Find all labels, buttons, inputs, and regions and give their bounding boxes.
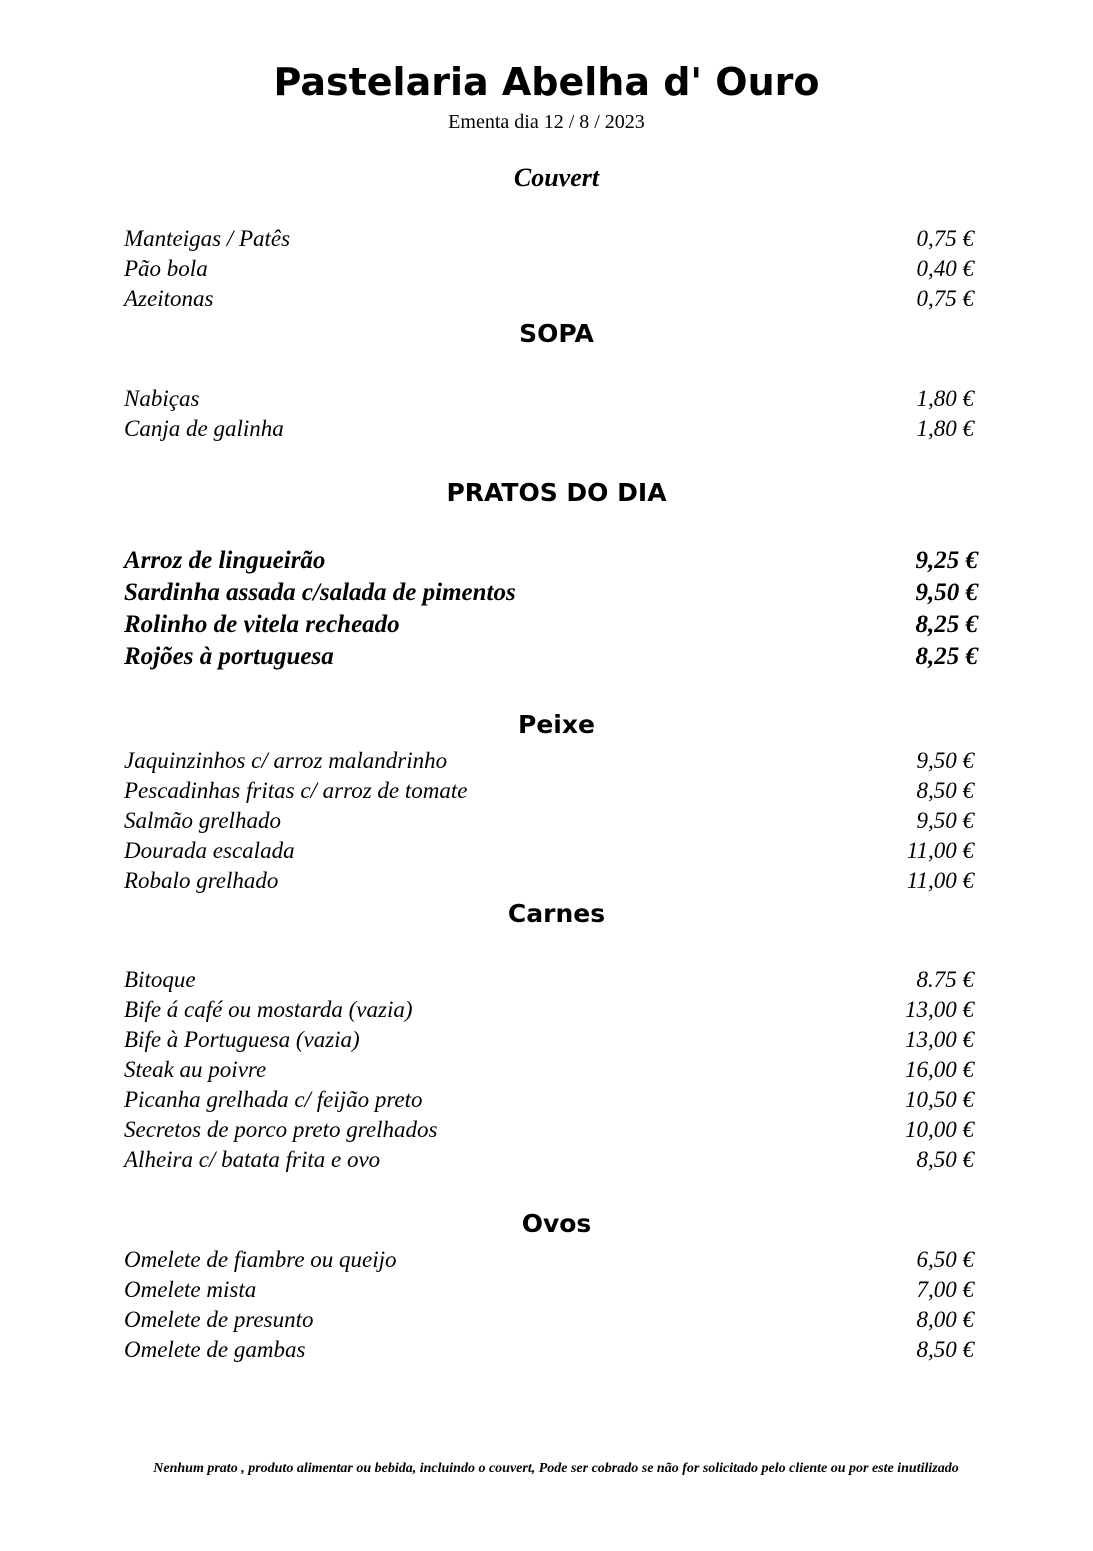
couvert-list	[124, 224, 974, 314]
item-price: 0,40 €	[916, 256, 974, 281]
item-price: 9,25 €	[915, 547, 978, 574]
item-price: 8,50 €	[916, 1337, 974, 1362]
pratos-do-dia-list	[124, 545, 978, 673]
item-price: 8.75 €	[916, 967, 974, 992]
item-name: Sardinha assada c/salada de pimentos	[124, 579, 516, 606]
menu-item	[124, 1055, 974, 1085]
item-name: Bife á café ou mostarda (vazia)	[124, 997, 413, 1022]
menu-item	[124, 836, 974, 866]
item-price: 13,00 €	[905, 997, 974, 1022]
item-price: 11,00 €	[906, 838, 974, 863]
item-price: 1,80 €	[916, 386, 974, 411]
section-heading-sopa: SOPA	[519, 319, 594, 348]
section-heading-ovos: Ovos	[521, 1209, 592, 1238]
menu-item	[124, 1115, 974, 1145]
item-name: Azeitonas	[124, 286, 214, 311]
item-name: Rolinho de vitela recheado	[124, 611, 400, 638]
menu-item	[124, 641, 978, 673]
item-price: 8,50 €	[916, 778, 974, 803]
menu-item	[124, 1245, 974, 1275]
menu-item	[124, 806, 974, 836]
item-name: Alheira c/ batata frita e ovo	[124, 1147, 381, 1172]
page-title: Pastelaria Abelha d' Ouro	[273, 60, 820, 104]
item-price: 0,75 €	[916, 226, 974, 251]
item-price: 10,00 €	[905, 1117, 974, 1142]
footer-note: Nenhum prato , produto alimentar ou bebida, incluindo o couvert, Pode ser cobrado se não for solicitado pelo cliente ou por este inutilizado	[153, 1461, 959, 1476]
item-name: Secretos de porco preto grelhados	[124, 1117, 438, 1142]
item-name: Arroz de lingueirão	[124, 547, 326, 574]
item-price: 8,25 €	[915, 643, 978, 670]
carnes-list	[124, 965, 974, 1175]
peixe-list	[124, 746, 974, 896]
item-price: 0,75 €	[916, 286, 974, 311]
menu-item	[124, 414, 974, 444]
section-heading-pratos-do-dia: PRATOS DO DIA	[446, 478, 667, 507]
menu-item	[124, 1085, 974, 1115]
item-name: Steak au poivre	[124, 1057, 267, 1082]
item-price: 9,50 €	[916, 808, 974, 833]
menu-item	[124, 866, 974, 896]
sopa-list	[124, 384, 974, 444]
item-name: Dourada escalada	[124, 838, 295, 863]
item-price: 11,00 €	[906, 868, 974, 893]
item-price: 9,50 €	[916, 748, 974, 773]
item-name: Picanha grelhada c/ feijão preto	[124, 1087, 423, 1112]
menu-item	[124, 545, 978, 577]
section-heading-couvert: Couvert	[513, 163, 600, 192]
menu-item	[124, 776, 974, 806]
item-price: 8,25 €	[915, 611, 978, 638]
item-name: Canja de galinha	[124, 416, 284, 441]
item-name: Salmão grelhado	[124, 808, 281, 833]
menu-item	[124, 284, 974, 314]
menu-item	[124, 1275, 974, 1305]
menu-item	[124, 224, 974, 254]
item-name: Omelete de fiambre ou queijo	[124, 1247, 397, 1272]
item-price: 8,50 €	[916, 1147, 974, 1172]
item-price: 1,80 €	[916, 416, 974, 441]
ovos-list	[124, 1245, 974, 1365]
item-name: Robalo grelhado	[124, 868, 279, 893]
section-heading-carnes: Carnes	[507, 899, 606, 928]
menu-item	[124, 1025, 974, 1055]
item-name: Jaquinzinhos c/ arroz malandrinho	[124, 748, 448, 773]
item-name: Pão bola	[124, 256, 208, 281]
menu-date: Ementa dia 12 / 8 / 2023	[448, 111, 645, 133]
item-price: 8,00 €	[916, 1307, 974, 1332]
menu-item	[124, 384, 974, 414]
item-price: 10,50 €	[905, 1087, 974, 1112]
menu-item	[124, 1145, 974, 1175]
item-name: Pescadinhas fritas c/ arroz de tomate	[124, 778, 468, 803]
item-name: Bife à Portuguesa (vazia)	[124, 1027, 360, 1052]
menu-item	[124, 577, 978, 609]
section-heading-peixe: Peixe	[518, 710, 595, 739]
item-price: 7,00 €	[916, 1277, 974, 1302]
item-name: Omelete de gambas	[124, 1337, 306, 1362]
menu-item	[124, 995, 974, 1025]
item-price: 6,50 €	[916, 1247, 974, 1272]
menu-item	[124, 254, 974, 284]
item-name: Manteigas / Patês	[124, 226, 291, 251]
item-name: Rojões à portuguesa	[124, 643, 334, 670]
menu-item	[124, 609, 978, 641]
menu-item	[124, 1305, 974, 1335]
menu-item	[124, 965, 974, 995]
item-name: Bitoque	[124, 967, 196, 992]
item-name: Nabiças	[124, 386, 200, 411]
item-price: 16,00 €	[905, 1057, 974, 1082]
menu-item	[124, 746, 974, 776]
item-price: 9,50 €	[915, 579, 978, 606]
menu-item	[124, 1335, 974, 1365]
item-name: Omelete de presunto	[124, 1307, 314, 1332]
item-price: 13,00 €	[905, 1027, 974, 1052]
item-name: Omelete mista	[124, 1277, 257, 1302]
